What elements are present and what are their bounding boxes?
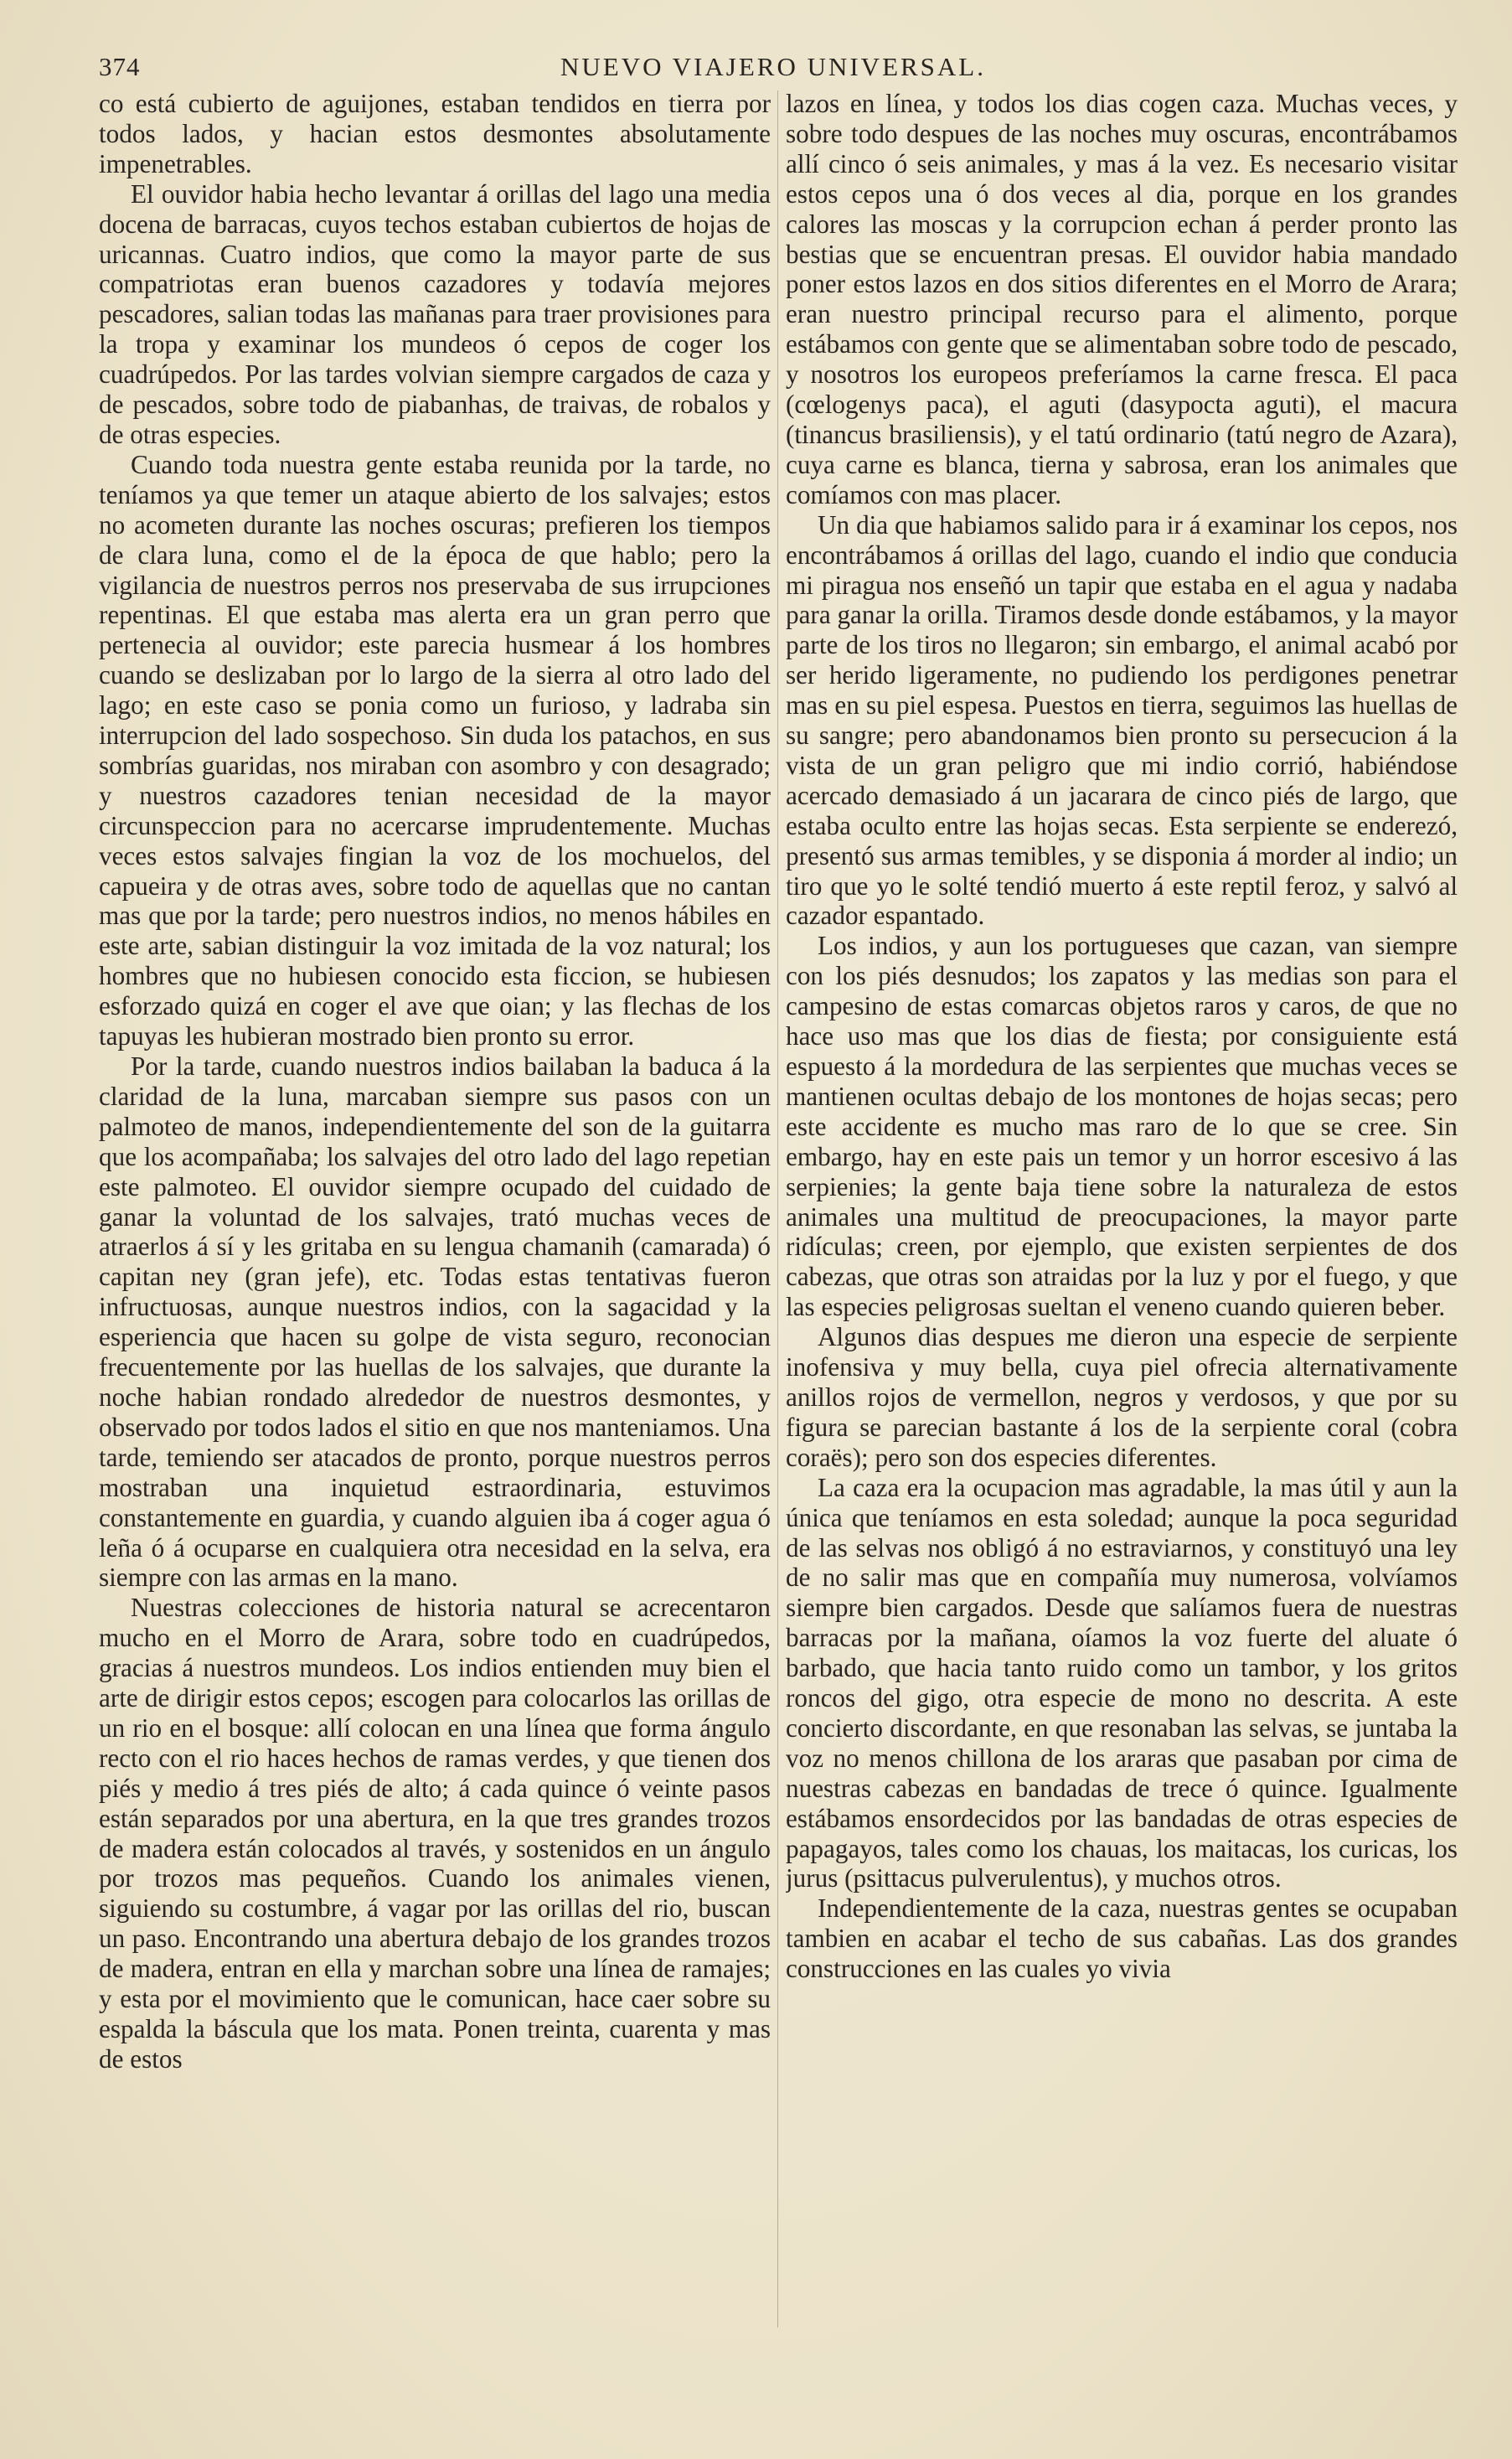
- paragraph: La caza era la ocupacion mas agradable, la mas útil y aun la única que teníamos en esta soledad; aunque la poca seguridad de las selvas nos obligó á no estraviarnos, y constituyó una ley de no salir mas que en compañía muy numerosa, volvíamos siempre bien cargados. Desde que salíamos fuera de nuestras barracas por la mañana, oíamos la voz fuerte del aluate ó barbado, que hacia tanto ruido como un tambor, y los gritos roncos del gigo, otra especie de mono no descrita. A este concierto discordante, en que resonaban las selvas, se juntaba la voz no menos chillona de los araras que pasaban por cima de nuestras cabezas en bandadas de trece ó quince. Igualmente estábamos ensordecidos por las bandadas de otras especies de papagayos, tales como los chauas, los maitacas, los curicas, los jurus (psittacus pulverulentus), y muchos otros.: [786, 1472, 1458, 1893]
- running-title: NUEVO VIAJERO UNIVERSAL.: [560, 52, 986, 81]
- paragraph: Independientemente de la caza, nuestras gentes se ocupaban tambien en acabar el techo de sus cabañas. Las dos grandes construcciones en las cuales yo vivia: [786, 1893, 1458, 1984]
- paragraph: lazos en línea, y todos los dias cogen caza. Muchas veces, y sobre todo despues de las noches muy oscuras, encontrábamos allí cinco ó seis animales, y mas á la vez. Es necesario visitar estos cepos una ó dos veces al dia, porque en los grandes calores las moscas y la corrupcion echan á perder pronto las bestias que se encuentran presas. El ouvidor habia mandado poner estos lazos en dos sitios diferentes en el Morro de Arara; eran nuestro principal recurso para el alimento, porque estábamos con gente que se alimentaban sobre todo de pescado, y nosotros los europeos preferíamos la carne fresca. El paca (cœlogenys paca), el aguti (dasypocta aguti), el macura (tinancus brasiliensis), y el tatú ordinario (tatú negro de Azara), cuya carne es blanca, tierna y sabrosa, eran los animales que comíamos con mas placer.: [786, 89, 1458, 509]
- paragraph: El ouvidor habia hecho levantar á orillas del lago una media docena de barracas, cuyos techos estaban cubiertos de hojas de uricannas. Cuatro indios, que como la mayor parte de sus compatriotas eran buenos cazadores y todavía mejores pescadores, salian todas las mañanas para traer provisiones para la tropa y examinar los mundeos ó cepos de coger los cuadrúpedos. Por las tardes volvian siempre cargados de caza y de pescados, sobre todo de piabanhas, de traivas, de robalos y de otras especies.: [99, 178, 771, 449]
- paragraph: Nuestras colecciones de historia natural se acrecentaron mucho en el Morro de Arara, sobre todo en cuadrúpedos, gracias á nuestros mundeos. Los indios entienden muy bien el arte de dirigir estos cepos; escogen para colocarlos las orillas de un rio en el bosque: allí colocan en una línea que forma ángulo recto con el rio haces hechos de ramas verdes, y que tienen dos piés y medio á tres piés de alto; á cada quince ó veinte pasos están separados por una abertura, en la que tres grandes trozos de madera están colocados al través, y sostenidos en un ángulo por trozos mas pequeños. Cuando los animales vienen, siguiendo su costumbre, á vagar por las orillas del rio, buscan un paso. Encontrando una abertura debajo de los grandes trozos de madera, entran en ella y marchan sobre una línea de ramajes; y esta por el movimiento que le comunican, hace caer sobre su espalda la báscula que los mata. Ponen treinta, cuarenta y mas de estos: [99, 1593, 771, 2074]
- paragraph: Cuando toda nuestra gente estaba reunida por la tarde, no teníamos ya que temer un ataque abierto de los salvajes; estos no acometen durante las noches oscuras; prefieren los tiempos de clara luna, como el de la época de que hablo; pero la vigilancia de nuestros perros nos preservaba de sus irrupciones repentinas. El que estaba mas alerta era un gran perro que pertenecia al ouvidor; este parecia husmear á los hombres cuando se deslizaban por lo largo de la sierra al otro lado del lago; en este caso se ponia como un furioso, y ladraba sin interrupcion del lado sospechoso. Sin duda los patachos, en sus sombrías guaridas, nos miraban con asombro y con desagrado; y nuestros cazadores tenian necesidad de la mayor circunspeccion para no acercarse imprudentemente. Muchas veces estos salvajes fingian la voz de los mochuelos, del capueira y de otras aves, sobre todo de aquellas que no cantan mas que por la tarde; pero nuestros indios, no menos hábiles en este arte, sabian distinguir la voz imitada de la voz natural; los hombres que no hubiesen conocido esta ficcion, se hubiesen esforzado quizá en coger el ave que oian; y las flechas de los tapuyas les hubieran mostrado bien pronto su error.: [99, 449, 771, 1051]
- column-divider: [777, 90, 778, 2327]
- left-column: [99, 89, 771, 2410]
- right-column: [786, 89, 1458, 2410]
- page-header: [99, 52, 1447, 85]
- paragraph: Los indios, y aun los portugueses que cazan, van siempre con los piés desnudos; los zapatos y las medias son para el campesino de estas comarcas objetos raros y caros, de que no hace uso mas que los dias de fiesta; por consiguiente está espuesto á la mordedura de las serpientes que muchas veces se mantienen ocultas debajo de los montones de hojas secas; pero este accidente es mucho mas raro de lo que se cree. Sin embargo, hay en este pais un temor y un horror escesivo á las serpienies; la gente baja tiene sobre la naturaleza de estos animales una multitud de preocupaciones, la mayor parte ridículas; creen, por ejemplo, que existen serpientes de dos cabezas, que otras son atraidas por la luz y por el fuego, y que las especies peligrosas sueltan el veneno cuando quieren beber.: [786, 931, 1458, 1322]
- paragraph: Algunos dias despues me dieron una especie de serpiente inofensiva y muy bella, cuya piel ofrecia alternativamente anillos rojos de vermellon, negros y verdosos, y que por su figura se parecian bastante á los de la serpiente coral (cobra coraës); pero son dos especies diferentes.: [786, 1322, 1458, 1472]
- page-number: 374: [99, 52, 141, 81]
- paragraph: Por la tarde, cuando nuestros indios bailaban la baduca á la claridad de la luna, marcaban siempre sus pasos con un palmoteo de manos, independientemente del son de la guitarra que los acompañaba; los salvajes del otro lado del lago repetian este palmoteo. El ouvidor siempre ocupado del cuidado de ganar la voluntad de los salvajes, trató muchas veces de atraerlos á sí y les gritaba en su lengua chamanih (camarada) ó capitan ney (gran jefe), etc. Todas estas tentativas fueron infructuosas, aunque nuestros indios, con la sagacidad y la esperiencia que hacen su golpe de vista seguro, reconocian frecuentemente por las huellas de los salvajes, que durante la noche habian rondado alrededor de nuestros desmontes, y observado por todos lados el sitio en que nos manteniamos. Una tarde, temiendo ser atacados de pronto, porque nuestros perros mostraban una inquietud estraordinaria, estuvimos constantemente en guardia, y cuando alguien iba á coger agua ó leña ó á ocuparse en cualquiera otra necesidad en la selva, era siempre con las armas en la mano.: [99, 1051, 771, 1593]
- paragraph: co está cubierto de aguijones, estaban tendidos en tierra por todos lados, y hacian estos desmontes absolutamente impenetrables.: [99, 89, 771, 178]
- paragraph: Un dia que habiamos salido para ir á examinar los cepos, nos encontrábamos á orillas del lago, cuando el indio que conducia mi piragua nos enseñó un tapir que estaba en el agua y nadaba para ganar la orilla. Tiramos desde donde estábamos, y la mayor parte de los tiros no llegaron; sin embargo, el animal acabó por ser herido ligeramente, no pudiendo los perdigones penetrar mas en su piel espesa. Puestos en tierra, seguimos las huellas de su sangre; pero abandonamos bien pronto su persecucion á la vista de un gran peligro que mi indio corrió, habiéndose acercado demasiado á un jacarara de cinco piés de largo, que estaba oculto entre las hojas secas. Esta serpiente se enderezó, presentó sus armas temibles, y se disponia á morder al indio; un tiro que yo le solté tendió muerto á este reptil feroz, y salvó al cazador espantado.: [786, 509, 1458, 931]
